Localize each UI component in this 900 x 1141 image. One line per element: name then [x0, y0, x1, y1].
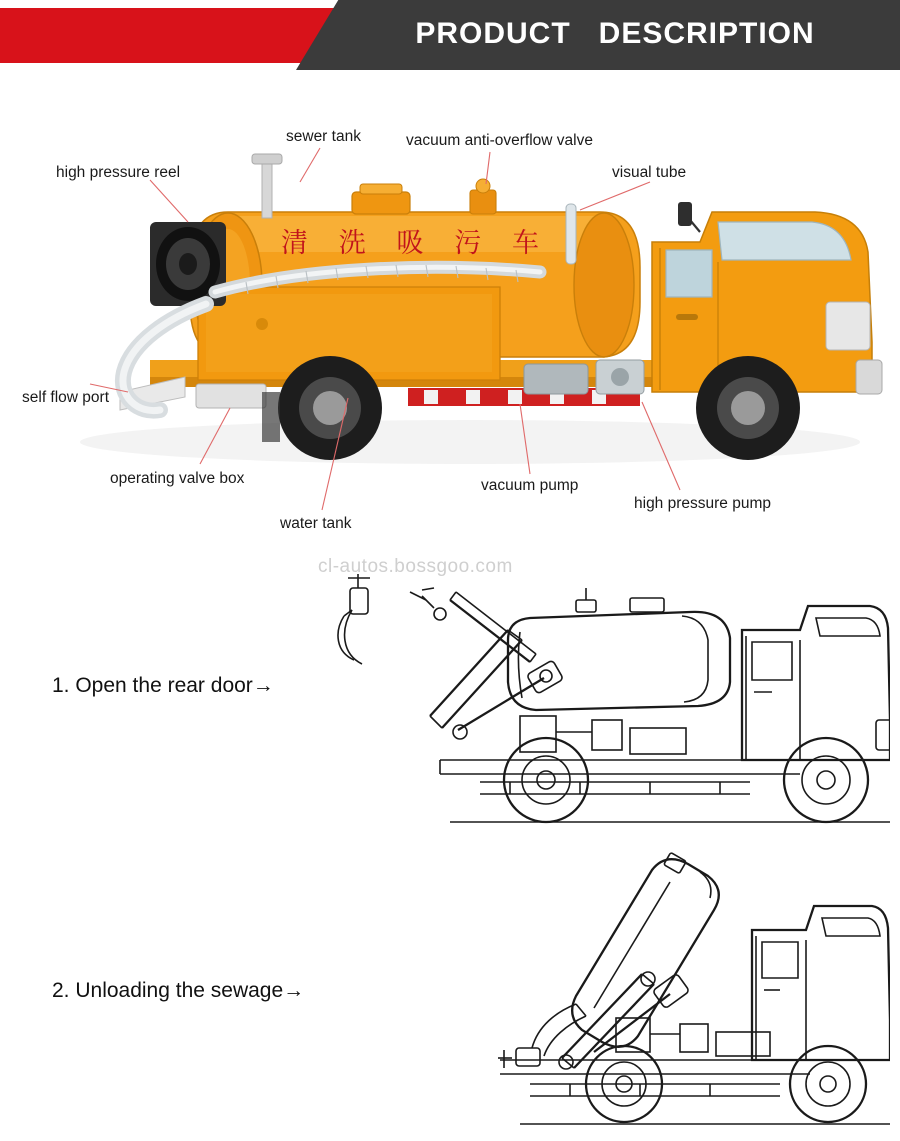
callout-sewer-tank: sewer tank: [286, 128, 361, 145]
callout-high-pressure-reel: high pressure reel: [56, 164, 181, 181]
step-2-line-drawing: [380, 852, 890, 1132]
callout-high-pressure-pump: high pressure pump: [634, 495, 771, 512]
callout-vacuum-pump: vacuum pump: [481, 477, 579, 494]
callout-water-tank: water tank: [280, 515, 352, 532]
step-2-label: 2. Unloading the sewage→: [52, 979, 305, 1002]
product-photo-section: [0, 92, 900, 552]
product-description-banner: [0, 0, 900, 70]
callout-vacuum-anti-overflow-valve: vacuum anti-overflow valve: [406, 132, 593, 149]
step-1-label: 1. Open the rear door→: [52, 674, 274, 697]
step-1-line-drawing: [330, 570, 890, 840]
svg-text:清 洗 吸 污 车: 清 洗 吸 污 车: [281, 228, 551, 258]
callout-operating-valve-box: operating valve box: [110, 470, 245, 487]
callout-self-flow-port: self flow port: [22, 389, 110, 406]
page-title: PRODUCT DESCRIPTION: [415, 17, 815, 50]
watermark: cl-autos.bossgoo.com: [318, 556, 513, 577]
callout-visual-tube: visual tube: [612, 164, 687, 181]
